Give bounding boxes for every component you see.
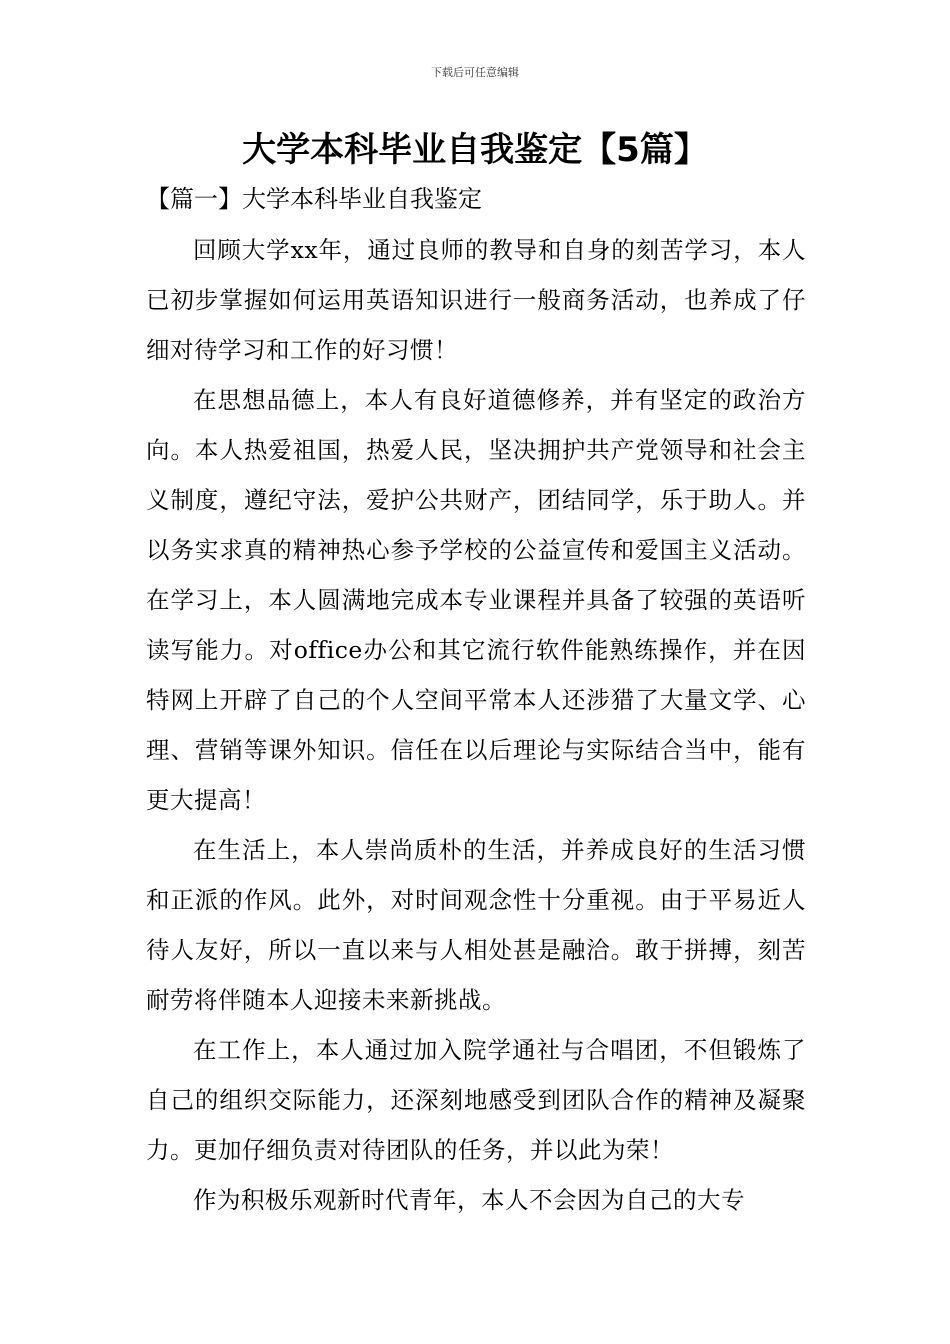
page-header-note: 下载后可任意编辑 bbox=[431, 66, 519, 79]
paragraph-life: 在生活上，本人崇尚质朴的生活，并养成良好的生活习惯和正派的作风。此外，对时间观念性十分重视。由于平易近人待人友好，所以一直以来与人相处甚是融洽。敢于拼搏，刻苦耐劳将伴随本人迎接未来新挑战。 bbox=[146, 836, 806, 1014]
document-title: 大学本科毕业自我鉴定【5篇】 bbox=[242, 130, 708, 170]
paragraph-work: 在工作上，本人通过加入院学通社与合唱团，不但锻炼了自己的组织交际能力，还深刻地感受到团队合作的精神及凝聚力。更加仔细负责对待团队的任务，并以此为荣！ bbox=[146, 1036, 806, 1164]
paragraph-ideology: 在思想品德上，本人有良好道德修养，并有坚定的政治方向。本人热爱祖国，热爱人民，坚决拥护共产党领导和社会主义制度，遵纪守法，爱护公共财产，团结同学，乐于助人。并以务实求真的精神热心参予学校的公益宣传和爱国主义活动。在学习上，本人圆满地完成本专业课程并具备了较强的英语听读写能力。对office办公和其它流行软件能熟练操作，并在因特网上开辟了自己的个人空间平常本人还涉猎了大量文学、心理、营销等课外知识。信任在以后理论与实际结合当中，能有更大提高！ bbox=[146, 386, 806, 814]
paragraph-review: 回顾大学xx年，通过良师的教导和自身的刻苦学习，本人已初步掌握如何运用英语知识进行一般商务活动，也养成了仔细对待学习和工作的好习惯！ bbox=[146, 236, 806, 364]
document-body bbox=[146, 225, 806, 1225]
section-heading: 【篇一】大学本科毕业自我鉴定 bbox=[146, 185, 482, 213]
paragraph-outlook: 作为积极乐观新时代青年，本人不会因为自己的大专 bbox=[193, 1186, 745, 1214]
